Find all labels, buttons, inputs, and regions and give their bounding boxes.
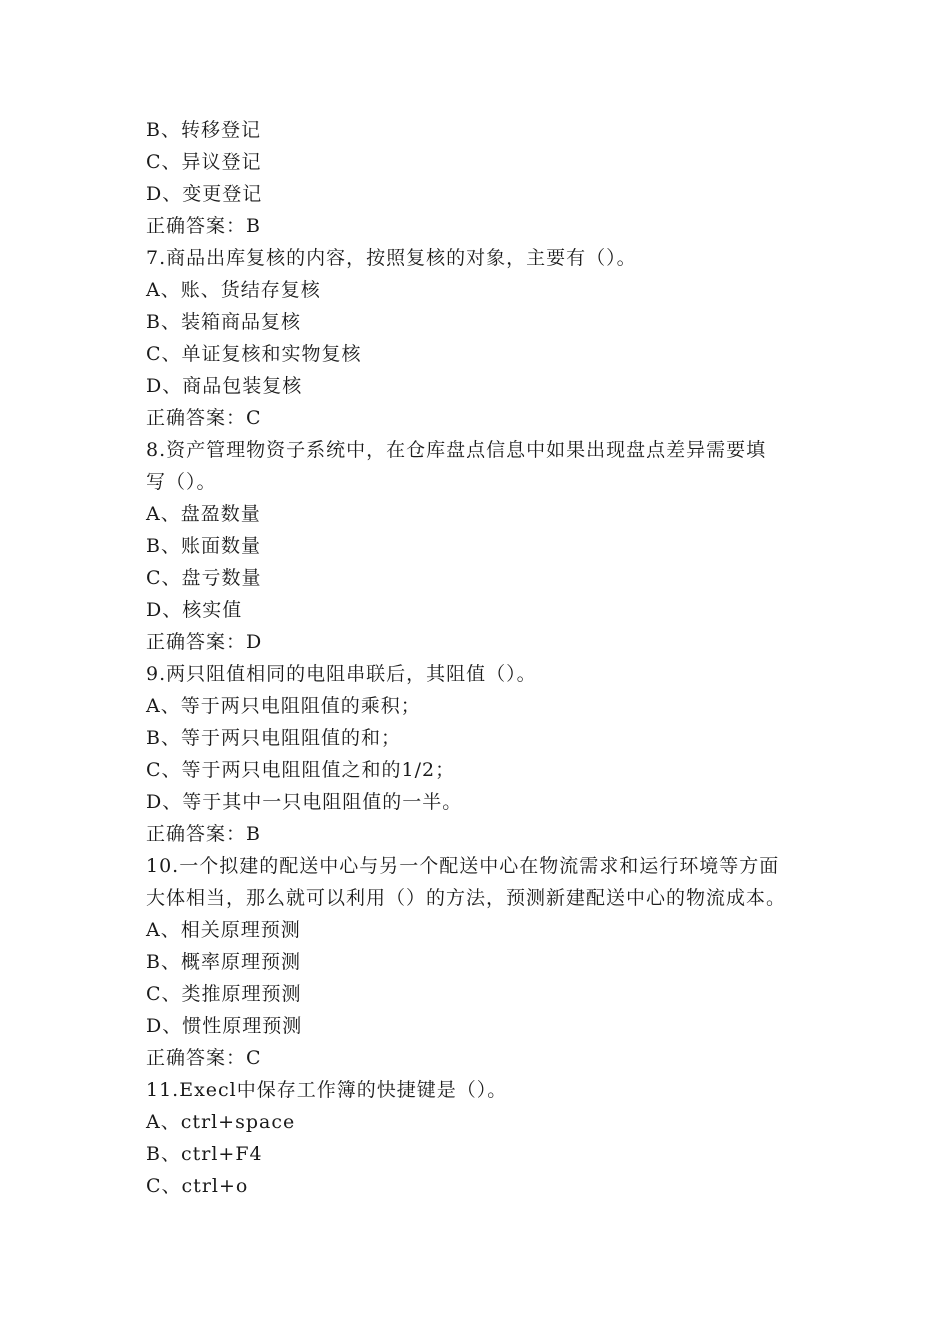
option-line: D、核实值	[146, 599, 243, 621]
option-line: C、ctrl+o	[146, 1175, 249, 1197]
option-line: B、等于两只电阻阻值的和；	[146, 727, 401, 749]
option-line: C、异议登记	[146, 151, 262, 173]
option-line: C、等于两只电阻阻值之和的1/2；	[146, 759, 456, 781]
option-line: D、商品包装复核	[146, 375, 303, 397]
answer-line: 正确答案：D	[146, 631, 263, 653]
option-line: C、类推原理预测	[146, 983, 302, 1005]
option-line: D、等于其中一只电阻阻值的一半。	[146, 791, 463, 813]
option-line: D、惯性原理预测	[146, 1015, 303, 1037]
option-line: C、盘亏数量	[146, 567, 262, 589]
question-line: 7.商品出库复核的内容，按照复核的对象，主要有（）。	[146, 247, 637, 269]
question-line: 11.Execl中保存工作簿的快捷键是（）。	[146, 1079, 508, 1101]
option-line: B、装箱商品复核	[146, 311, 301, 333]
answer-line: 正确答案：B	[146, 215, 261, 237]
question-line: 8.资产管理物资子系统中，在仓库盘点信息中如果出现盘点差异需要填	[146, 439, 767, 461]
option-line: A、账、货结存复核	[146, 279, 321, 301]
question-line-continued: 写（）。	[146, 471, 217, 493]
option-line: B、概率原理预测	[146, 951, 301, 973]
question-line: 9.两只阻值相同的电阻串联后，其阻值（）。	[146, 663, 537, 685]
option-line: A、盘盈数量	[146, 503, 261, 525]
option-line: A、ctrl+space	[146, 1111, 296, 1133]
option-line: D、变更登记	[146, 183, 263, 205]
option-line: B、ctrl+F4	[146, 1143, 263, 1165]
document-body	[146, 114, 826, 1202]
question-line: 10.一个拟建的配送中心与另一个配送中心在物流需求和运行环境等方面	[146, 855, 780, 877]
answer-line: 正确答案：C	[146, 407, 262, 429]
option-line: B、账面数量	[146, 535, 261, 557]
option-line: C、单证复核和实物复核	[146, 343, 362, 365]
option-line: A、相关原理预测	[146, 919, 301, 941]
option-line: B、转移登记	[146, 119, 261, 141]
question-line-continued: 大体相当，那么就可以利用（）的方法，预测新建配送中心的物流成本。	[146, 887, 787, 909]
answer-line: 正确答案：C	[146, 1047, 262, 1069]
option-line: A、等于两只电阻阻值的乘积；	[146, 695, 421, 717]
answer-line: 正确答案：B	[146, 823, 261, 845]
